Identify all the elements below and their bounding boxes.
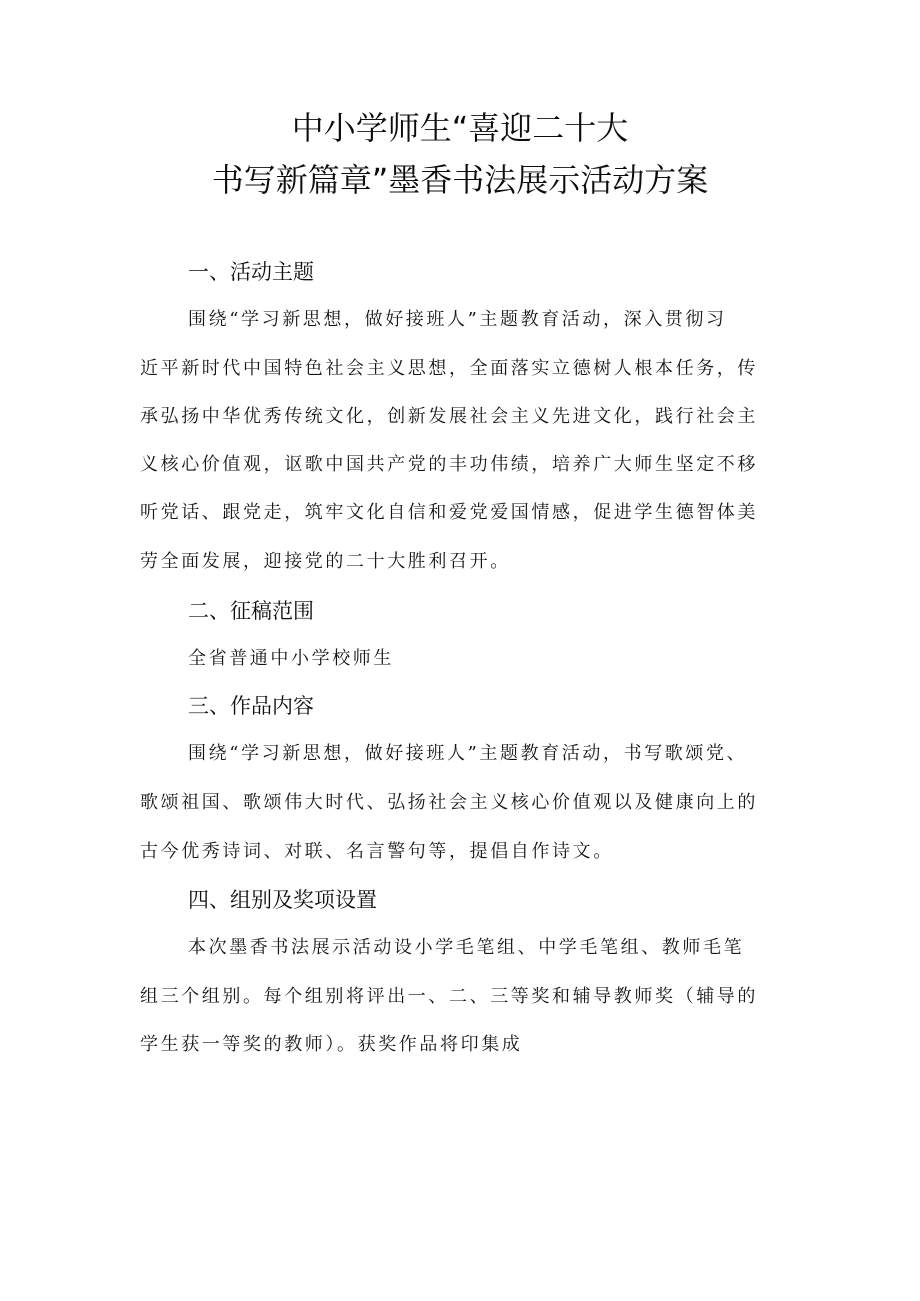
document-title-line-2: 书写新篇章”墨香书法展示活动方案 — [211, 161, 709, 199]
section-heading-content: 三、作品内容 — [188, 694, 314, 718]
paragraph-line: 古今优秀诗词、对联、名言警句等，提倡自作诗文。 — [140, 841, 614, 862]
paragraph-line: 歌颂祖国、歌颂伟大时代、弘扬社会主义核心价值观以及健康向上的 — [140, 792, 758, 813]
paragraph-line: 本次墨香书法展示活动设小学毛笔组、中学毛笔组、教师毛笔 — [188, 937, 745, 958]
paragraph-line: 义核心价值观，讴歌中国共产党的丰功伟绩，培养广大师生坚定不移 — [140, 454, 758, 475]
paragraph-line: 全省普通中小学校师生 — [188, 648, 394, 669]
paragraph-line: 组三个组别。每个组别将评出一、二、三等奖和辅导教师奖（辅导的 — [140, 986, 758, 1007]
section-heading-awards: 四、组别及奖项设置 — [188, 888, 377, 912]
paragraph-line: 听党话、跟党走，筑牢文化自信和爱党爱国情感，促进学生德智体美 — [140, 502, 758, 523]
document-title-line-1: 中小学师生“喜迎二十大 — [291, 109, 629, 147]
paragraph-line: 围绕“学习新思想，做好接班人”主题教育活动，书写歌颂党、 — [188, 743, 748, 764]
paragraph-line: 围绕“学习新思想，做好接班人”主题教育活动，深入贯彻习 — [188, 309, 727, 330]
section-heading-scope: 二、征稿范围 — [188, 599, 314, 623]
paragraph-line: 学生获一等奖的教师）。获奖作品将印集成 — [140, 1034, 523, 1055]
paragraph-line: 劳全面发展，迎接党的二十大胜利召开。 — [140, 551, 511, 572]
paragraph-line: 近平新时代中国特色社会主义思想，全面落实立德树人根本任务，传 — [140, 358, 758, 379]
paragraph-line: 承弘扬中华优秀传统文化，创新发展社会主义先进文化，践行社会主 — [140, 406, 758, 427]
section-heading-theme: 一、活动主题 — [188, 260, 314, 284]
